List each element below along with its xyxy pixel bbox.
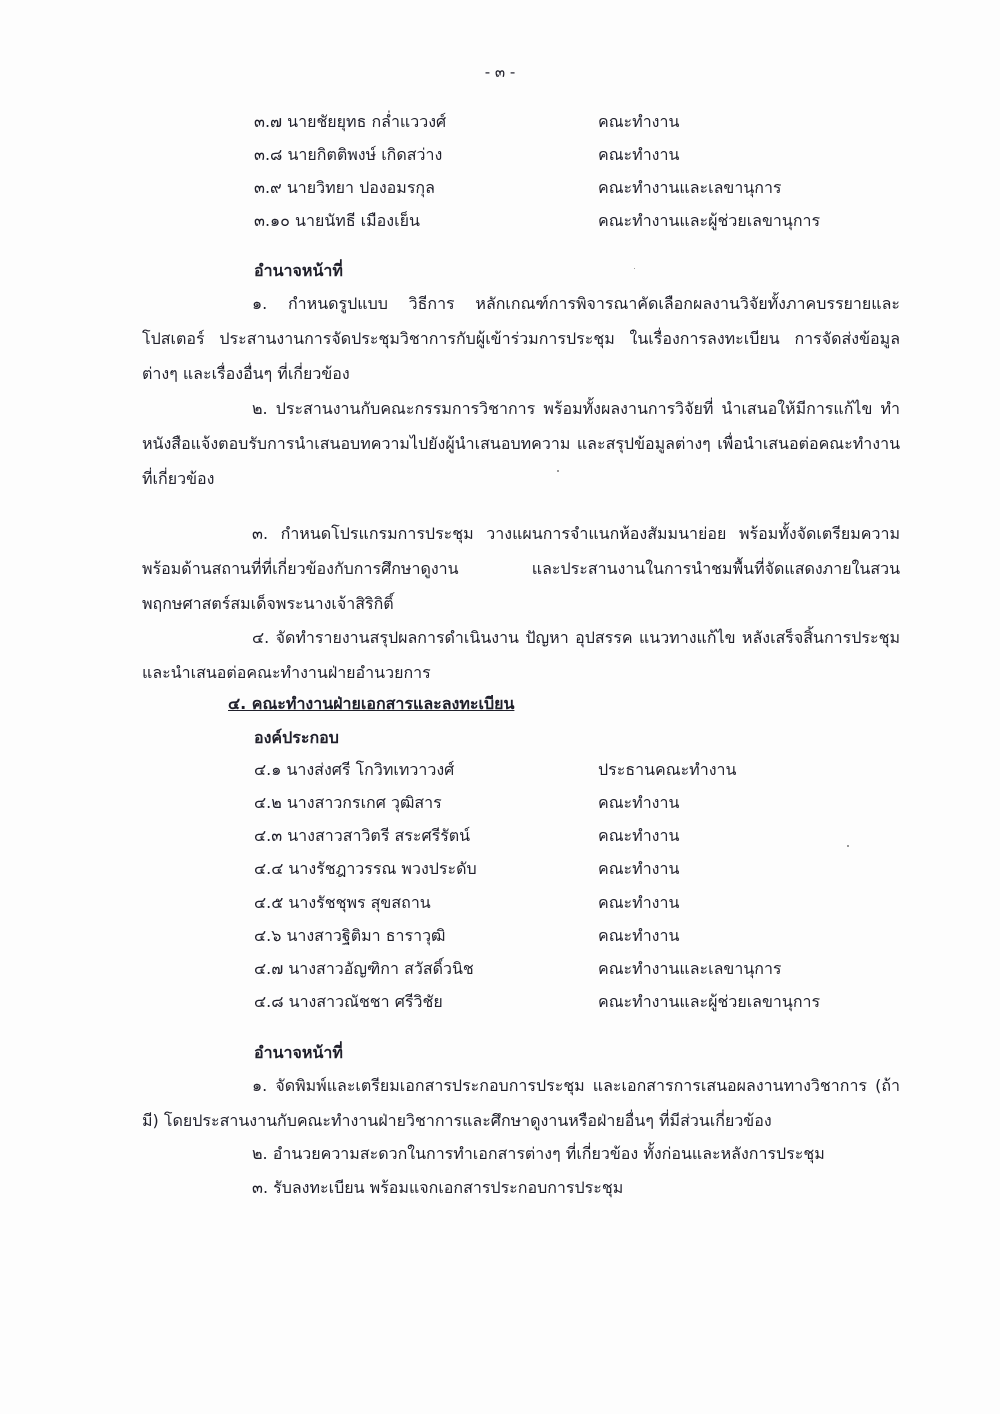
member-role: คณะทำงาน [598, 112, 680, 131]
duties-heading: อำนาจหน้าที่ [254, 1043, 343, 1062]
duty-text: ๒. ประสานงานกับคณะกรรมการวิชาการ พร้อมทั้งผลงานการวิจัยที่ นำเสนอให้มีการแก้ไข ทำหนังสือแจ้งตอบรับการนำเสนอบทความไปยังผู้นำเสนอบทความ และสรุปข้อมูลต่างๆ เพื่อนำเสนอต่อคณะทำงานที่เกี่ยวข้อง [142, 399, 900, 488]
duty-text: ๑. กำหนดรูปแบบ วิธีการ หลักเกณฑ์การพิจารณาคัดเลือกผลงานวิจัยทั้งภาคบรรยายและโปสเตอร์ ประสานงานการจัดประชุมวิชาการกับผู้เข้าร่วมการประชุม ในเรื่องการลงทะเบียน การจัดส่งข้อมูลต่างๆ และเรื่องอื่นๆ ที่เกี่ยวข้อง [142, 294, 900, 383]
member-name: ๔.๒ นางสาวกรเกศ วุฒิสาร [254, 793, 442, 812]
duty-paragraph [142, 391, 900, 496]
scan-speck [557, 470, 559, 472]
duties-heading: อำนาจหน้าที่ [254, 261, 343, 280]
member-name: ๔.๕ นางรัชชุพร สุขสถาน [254, 893, 431, 912]
member-role: คณะทำงาน [598, 793, 680, 812]
composition-heading: องค์ประกอบ [254, 728, 339, 747]
member-name: ๓.๗ นายชัยยุทธ กล่ำแววงศ์ [254, 112, 447, 131]
member-role: คณะทำงานและเลขานุการ [598, 959, 782, 978]
member-role: คณะทำงาน [598, 926, 680, 945]
duty-text: ๑. จัดพิมพ์และเตรียมเอกสารประกอบการประชุม และเอกสารการเสนอผลงานทางวิชาการ (ถ้ามี) โดยประสานงานกับคณะทำงานฝ่ายวิชาการและศึกษาดูงานหรือฝ่ายอื่นๆ ที่มีส่วนเกี่ยวข้อง [142, 1076, 900, 1130]
member-name: ๔.๔ นางรัชฎาวรรณ พวงประดับ [254, 859, 477, 878]
duty-paragraph [142, 620, 900, 690]
member-role: คณะทำงาน [598, 893, 680, 912]
duty-text: ๔. จัดทำรายงานสรุปผลการดำเนินงาน ปัญหา อุปสรรค แนวทางแก้ไข หลังเสร็จสิ้นการประชุม และนำเสนอต่อคณะทำงานฝ่ายอำนวยการ [142, 628, 900, 682]
member-name: ๔.๗ นางสาวอัญฑิกา สวัสดิ์วนิช [254, 959, 474, 978]
member-name: ๓.๑๐ นายนัทธี เมืองเย็น [254, 211, 420, 230]
member-name: ๓.๙ นายวิทยา ปองอมรกุล [254, 178, 435, 197]
member-role: คณะทำงาน [598, 145, 680, 164]
member-role: คณะทำงานและผู้ช่วยเลขานุการ [598, 992, 821, 1011]
member-name: ๔.๓ นางสาวสาวิตรี สระศรีรัตน์ [254, 826, 471, 845]
section-heading: ๔. คณะทำงานฝ่ายเอกสารและลงทะเบียน [228, 694, 515, 713]
scan-speck [847, 845, 849, 847]
duty-paragraph [142, 286, 900, 391]
member-role: คณะทำงาน [598, 826, 680, 845]
member-role: คณะทำงานและเลขานุการ [598, 178, 782, 197]
scan-speck [634, 268, 635, 269]
duty-text: ๒. อำนวยความสะดวกในการทำเอกสารต่างๆ ที่เกี่ยวข้อง ทั้งก่อนและหลังการประชุม [252, 1144, 825, 1163]
member-name: ๔.๖ นางสาวฐิติมา ธาราวุฒิ [254, 926, 446, 945]
member-name: ๓.๘ นายกิตติพงษ์ เกิดสว่าง [254, 145, 443, 164]
member-role: คณะทำงานและผู้ช่วยเลขานุการ [598, 211, 821, 230]
member-role: คณะทำงาน [598, 859, 680, 878]
duty-text: ๓. รับลงทะเบียน พร้อมแจกเอกสารประกอบการประชุม [252, 1178, 624, 1197]
duty-paragraph [142, 1068, 900, 1138]
page-number: - ๓ - [484, 63, 516, 81]
duty-text: ๓. กำหนดโปรแกรมการประชุม วางแผนการจำแนกห้องสัมมนาย่อย พร้อมทั้งจัดเตรียมความพร้อมด้านสถานที่ที่เกี่ยวข้องกับการศึกษาดูงาน และประสานงานในการนำชมพื้นที่จัดแสดงภายในสวนพฤกษศาสตร์สมเด็จพระนางเจ้าสิริกิติ์ [142, 524, 900, 613]
member-role: ประธานคณะทำงาน [598, 760, 737, 779]
member-name: ๔.๘ นางสาวณัชชา ศรีวิชัย [254, 992, 443, 1011]
duty-paragraph [142, 1170, 900, 1205]
duty-paragraph [142, 1136, 900, 1171]
duty-paragraph [142, 516, 900, 621]
member-name: ๔.๑ นางส่งศรี โกวิทเทวาวงศ์ [254, 760, 455, 779]
